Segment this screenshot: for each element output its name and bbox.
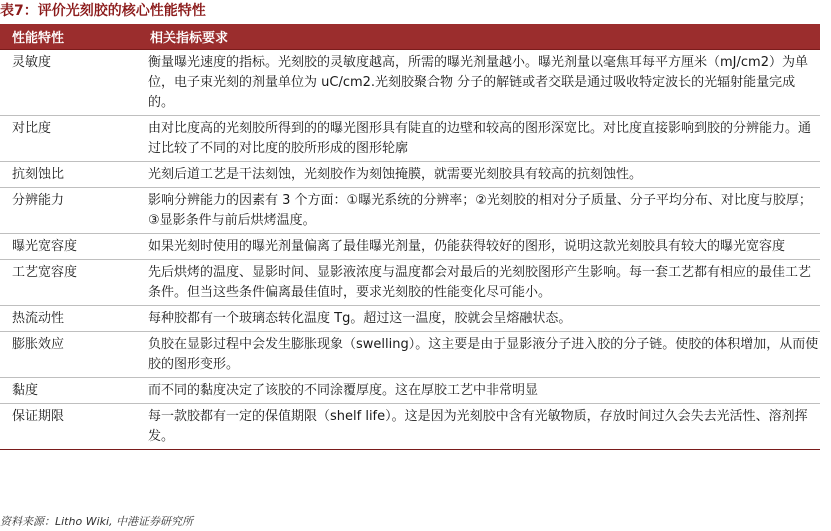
table-header-row	[0, 24, 820, 50]
property-cell: 曝光宽容度	[0, 234, 138, 260]
property-cell: 对比度	[0, 116, 138, 162]
table-row	[0, 234, 820, 260]
description-cell: 每一款胶都有一定的保值期限（shelf life）。这是因为光刻胶中含有光敏物质，存放时间过久会失去光活性、溶剂挥发。	[138, 404, 820, 450]
description-cell: 先后烘烤的温度、显影时间、显影液浓度与温度都会对最后的光刻胶图形产生影响。每一套工艺都有相应的最佳工艺条件。但当这些条件偏离最佳值时，要求光刻胶的性能变化尽可能小。	[138, 260, 820, 306]
source-note: 资料来源：Litho Wiki, 中港证券研究所	[0, 515, 194, 528]
table-title: 表7：评价光刻胶的核心性能特性	[0, 3, 206, 19]
table-row	[0, 260, 820, 306]
header-requirements: 相关指标要求	[138, 24, 820, 50]
table-row	[0, 188, 820, 234]
property-cell: 热流动性	[0, 306, 138, 332]
table-row	[0, 306, 820, 332]
description-cell: 由对比度高的光刻胶所得到的的曝光图形具有陡直的边壁和较高的图形深宽比。对比度直接影响到胶的分辨能力。通过比较了不同的对比度的胶所形成的图形轮廓	[138, 116, 820, 162]
description-cell: 光刻后道工艺是干法刻蚀，光刻胶作为刻蚀掩膜，就需要光刻胶具有较高的抗刻蚀性。	[138, 162, 820, 188]
property-cell: 工艺宽容度	[0, 260, 138, 306]
table-row	[0, 116, 820, 162]
table-row	[0, 404, 820, 450]
header-property: 性能特性	[0, 24, 138, 50]
property-cell: 灵敏度	[0, 50, 138, 116]
description-cell: 衡量曝光速度的指标。光刻胶的灵敏度越高，所需的曝光剂量越小。曝光剂量以毫焦耳每平方厘米（mJ/cm2）为单位，电子束光刻的剂量单位为 uC/cm2.光刻胶聚合物 分子的解链或者交联是通过吸收特定波长的光辐射能量完成的。	[138, 50, 820, 116]
description-cell: 负胶在显影过程中会发生膨胀现象（swelling）。这主要是由于显影液分子进入胶的分子链。使胶的体积增加，从而使胶的图形变形。	[138, 332, 820, 378]
property-cell: 保证期限	[0, 404, 138, 450]
table-row	[0, 162, 820, 188]
properties-table	[0, 24, 820, 450]
table-row	[0, 332, 820, 378]
description-cell: 每种胶都有一个玻璃态转化温度 Tg。超过这一温度，胶就会呈熔融状态。	[138, 306, 820, 332]
description-cell: 影响分辨能力的因素有 3 个方面：①曝光系统的分辨率；②光刻胶的相对分子质量、分子平均分布、对比度与胶厚；③显影条件与前后烘烤温度。	[138, 188, 820, 234]
table-row	[0, 378, 820, 404]
property-cell: 膨胀效应	[0, 332, 138, 378]
description-cell: 如果光刻时使用的曝光剂量偏离了最佳曝光剂量，仍能获得较好的图形，说明这款光刻胶具有较大的曝光宽容度	[138, 234, 820, 260]
property-cell: 抗刻蚀比	[0, 162, 138, 188]
table-row	[0, 50, 820, 116]
property-cell: 黏度	[0, 378, 138, 404]
property-cell: 分辨能力	[0, 188, 138, 234]
description-cell: 而不同的黏度决定了该胶的不同涂覆厚度。这在厚胶工艺中非常明显	[138, 378, 820, 404]
